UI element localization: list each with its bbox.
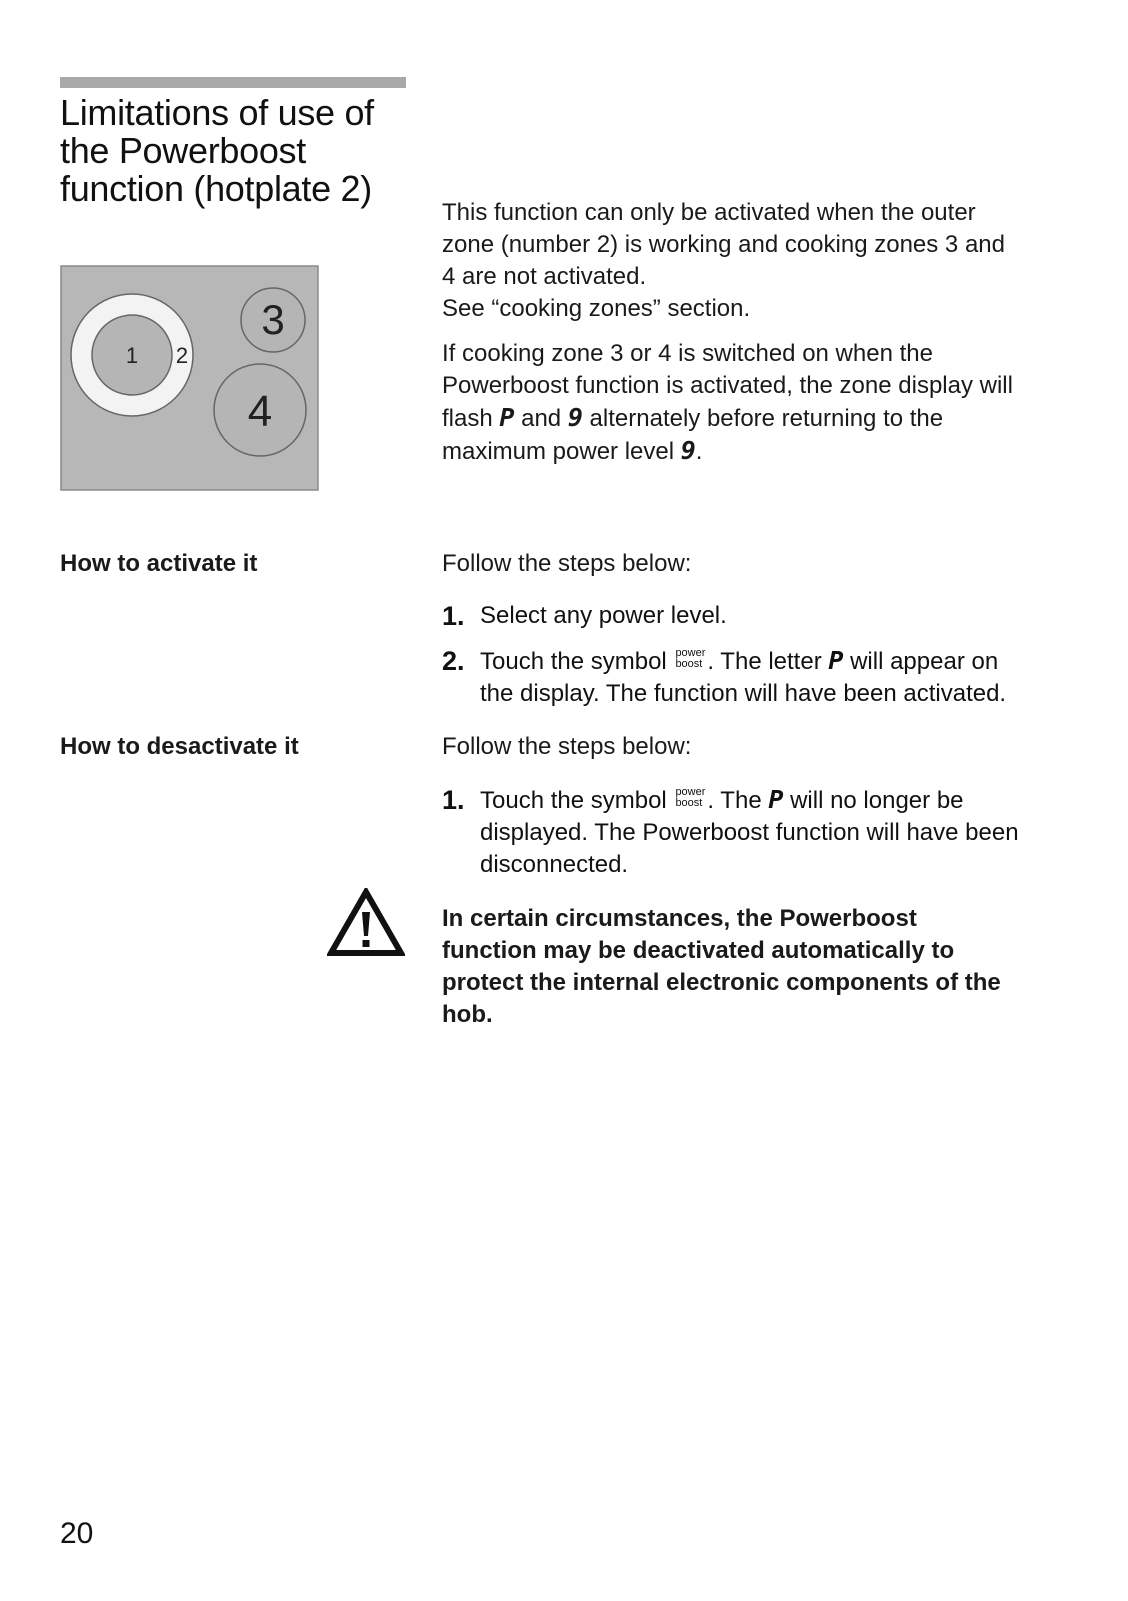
text-span: .	[695, 438, 703, 465]
text-span: flash	[442, 405, 500, 432]
text-span: will no longer be	[783, 787, 964, 814]
warning-line: In certain circumstances, the Powerboost	[442, 905, 917, 932]
text-span: disconnected.	[480, 851, 629, 878]
step-text: Select any power level.	[480, 602, 727, 629]
section-rule	[60, 77, 406, 88]
hob-diagram	[60, 265, 320, 492]
intro-line	[442, 435, 1082, 468]
display-symbol-9: 9	[680, 436, 696, 465]
step-number: 1.	[442, 601, 465, 631]
warning-line: protect the internal electronic components of the	[442, 969, 1001, 996]
text-span: alternately before returning to the	[582, 405, 944, 432]
activate-heading: How to activate it	[60, 550, 258, 577]
activate-lead: Follow the steps below:	[442, 550, 692, 577]
text-span: Touch the symbol	[480, 787, 674, 814]
page-number: 20	[60, 1517, 94, 1550]
display-symbol-9: 9	[567, 403, 583, 432]
zone-1-label: 1	[125, 343, 139, 368]
intro-line: If cooking zone 3 or 4 is switched on when the	[442, 340, 933, 367]
intro-paragraph-1	[442, 197, 1082, 325]
display-symbol-p: P	[828, 646, 844, 675]
intro-line: 4 are not activated.	[442, 263, 647, 290]
activate-step-2	[442, 645, 1082, 710]
intro-line: Powerboost function is activated, the zone display will	[442, 372, 1013, 399]
step-number: 1.	[442, 785, 465, 815]
step-text	[480, 784, 1082, 881]
intro-line: zone (number 2) is working and cooking zones 3 and	[442, 231, 1005, 258]
symbol-bottom: boost	[675, 658, 703, 670]
step-number: 2.	[442, 646, 465, 676]
symbol-top: power	[675, 786, 706, 798]
deactivate-lead: Follow the steps below:	[442, 733, 692, 760]
powerboost-symbol-icon	[675, 648, 705, 670]
text-span: Touch the symbol	[480, 648, 674, 675]
text-span: the display. The function will have been activated.	[480, 680, 1007, 707]
intro-line: See “cooking zones” section.	[442, 295, 751, 322]
symbol-top: power	[675, 647, 706, 659]
deactivate-step-1	[442, 784, 1082, 881]
text-span: displayed. The Powerboost function will have been	[480, 819, 1019, 846]
text-span: and	[514, 405, 568, 432]
deactivate-heading: How to desactivate it	[60, 733, 299, 760]
powerboost-symbol-icon	[675, 787, 705, 809]
warning-triangle-icon	[327, 888, 405, 958]
warning-text	[442, 903, 1082, 1031]
intro-line: This function can only be activated when the outer	[442, 199, 976, 226]
text-span: . The letter	[707, 648, 829, 675]
section-title: Limitations of use of the Powerboost function (hotplate 2)	[60, 92, 374, 209]
text-span: will appear on	[843, 648, 999, 675]
symbol-bottom: boost	[675, 797, 703, 809]
warning-line: function may be deactivated automatically to	[442, 937, 955, 964]
display-symbol-p: P	[768, 785, 784, 814]
text-span: maximum power level	[442, 438, 681, 465]
zone-2-label: 2	[175, 343, 189, 368]
display-symbol-p: P	[499, 403, 515, 432]
zone-3-label: 3	[261, 296, 285, 343]
text-span: . The	[707, 787, 769, 814]
zone-4-label: 4	[247, 387, 273, 436]
intro-paragraph-2	[442, 338, 1082, 468]
intro-line	[442, 402, 1082, 435]
warning-line: hob.	[442, 1001, 493, 1028]
activate-step-1	[442, 600, 1082, 632]
step-text	[480, 645, 1082, 710]
